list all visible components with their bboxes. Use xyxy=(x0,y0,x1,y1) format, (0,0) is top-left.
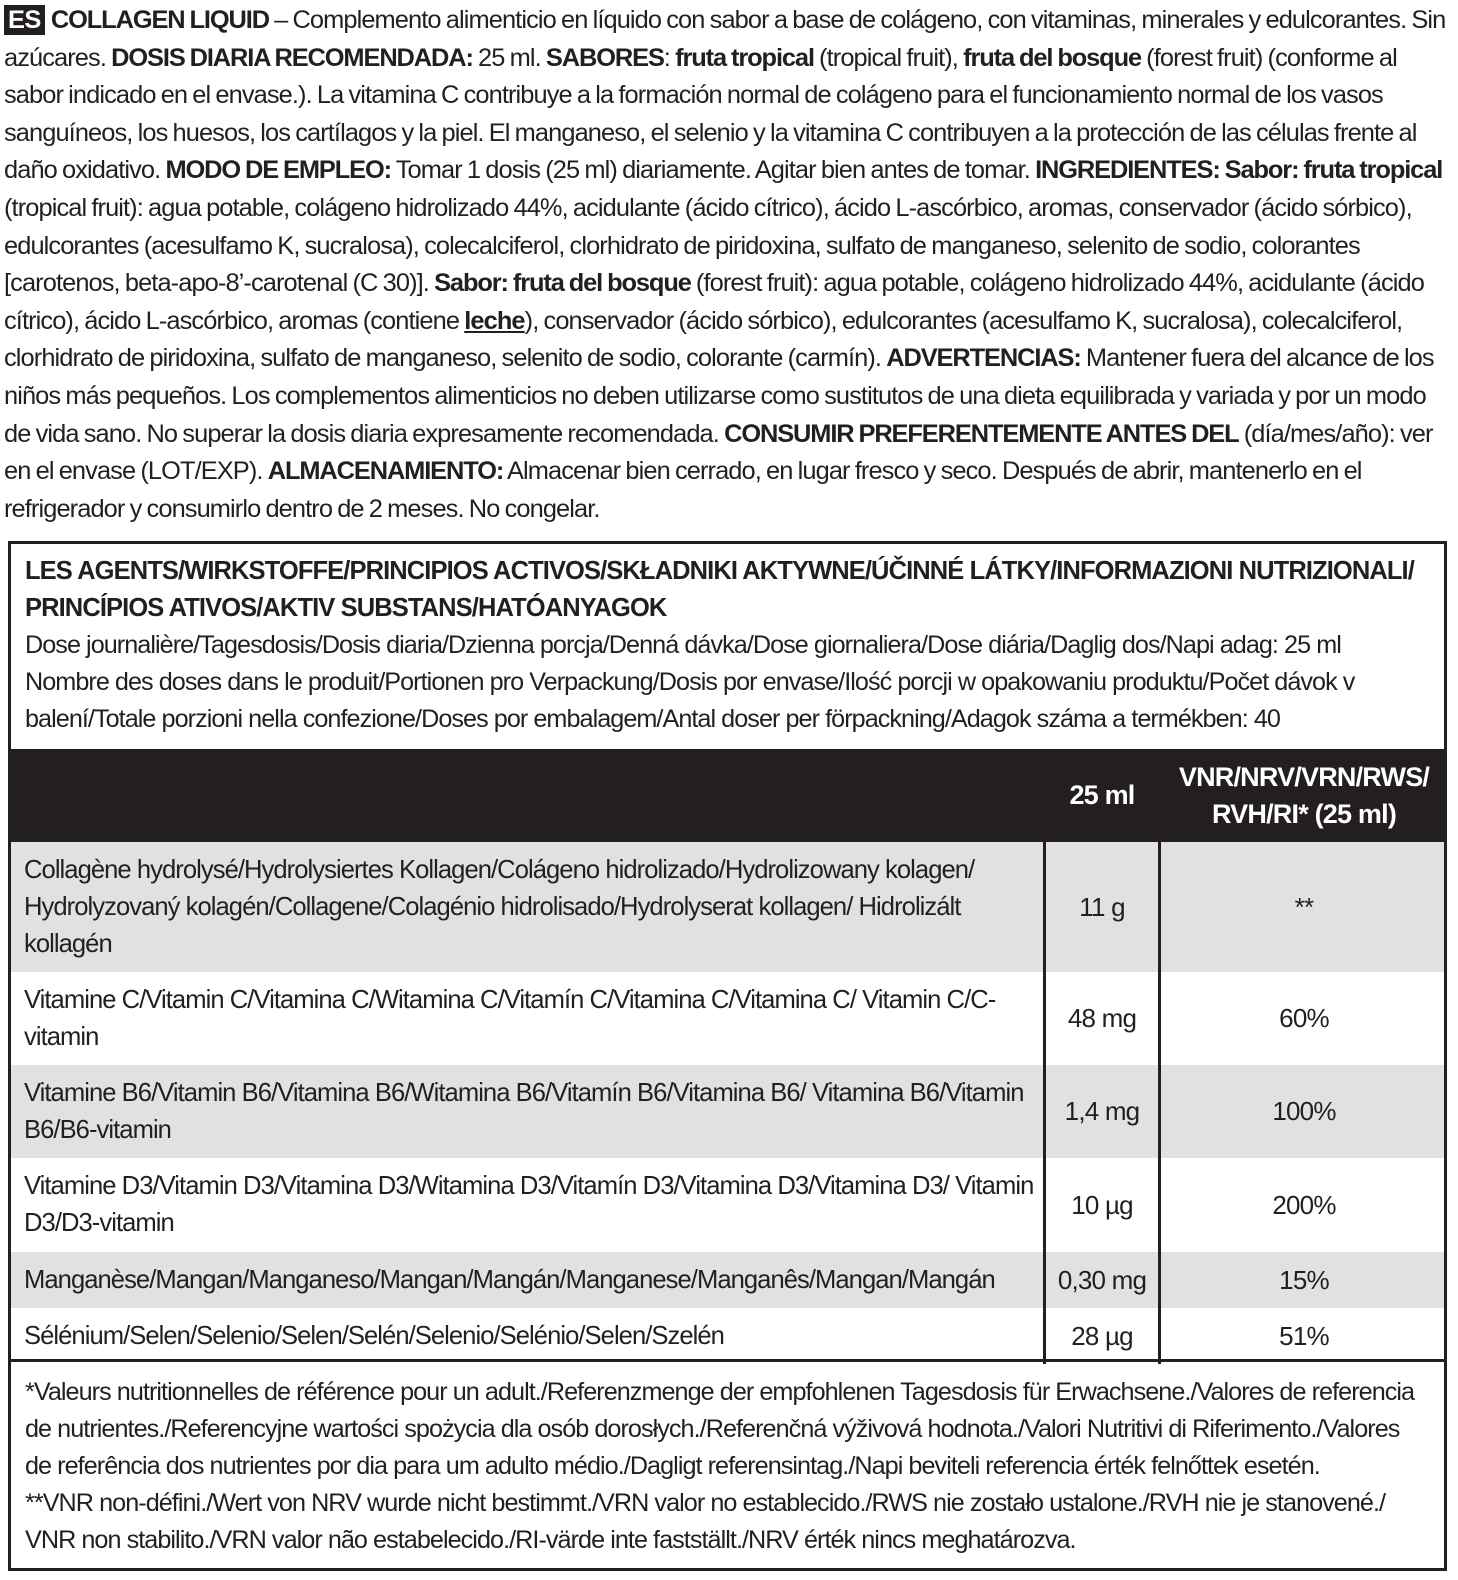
description-text: 25 ml. xyxy=(472,43,546,72)
nutrient-name: Vitamine C/Vitamin C/Vitamina C/Witamina C/Vitamín C/Vitamina C/Vitamina C/ Vitamin C/C-vitamin xyxy=(24,985,996,1051)
footnote-nrv-definition: *Valeurs nutritionnelles de référence pour un adult./Referenzmenge der empfohlenen Tagesdosis für Erwachsene./Valores de referencia de nutrientes./Referencyjne wartości spożycia dla osób dorosłych./Referenčná výživová hodnota./Valori Nutritivi di Riferimento./Valores de referência dos nutrientes por dia para um adulto médio./Dagligt referensintag./Napi beviteli referencia érték felnőttek esetén. xyxy=(25,1378,1415,1480)
description-text: (tropical fruit): agua potable, colágeno hidrolizado 44%, acidulante (ácido cítrico), ácido L-ascórbico, aromas, conservador (ácido sórbico), edulcorantes (acesulfamo K, sucralosa), colecalciferol, clorhidrato de piridoxina, sulfato de manganeso, selenito de sodio, colorantes [carotenos, beta-apo-8’-carotenal (C 30)]. xyxy=(4,193,1412,298)
nutrient-nrv: 15% xyxy=(1279,1264,1329,1295)
table-row xyxy=(11,972,1444,1065)
storage-label: ALMACENAMIENTO: xyxy=(267,457,504,486)
panel-title-line1: LES AGENTS/WIRKSTOFFE/PRINCIPIOS ACTIVOS/SKŁADNIKI AKTYWNE/ÚČINNÉ LÁTKY/INFORMAZIONI NUTRIZIONALI/ xyxy=(25,557,1414,585)
ingredients-label: INGREDIENTES: Sabor: fruta tropical xyxy=(1035,156,1443,185)
nutrient-name: Sélénium/Selen/Selenio/Selen/Selén/Selenio/Selénio/Selen/Szelén xyxy=(24,1321,724,1350)
nutrient-nrv: 200% xyxy=(1272,1189,1336,1220)
table-row xyxy=(11,1308,1444,1364)
description-text: Almacenar bien cerrado, en lugar fresco y seco. Después de abrir, mantenerlo en el refrigerador y consumirlo dentro de 2 meses. No congelar. xyxy=(4,457,1362,523)
header-nrv xyxy=(1161,749,1447,842)
nutrient-amount: 1,4 mg xyxy=(1043,1065,1161,1158)
nutrient-name: Collagène hydrolysé/Hydrolysiertes Kollagen/Colágeno hidrolizado/Hydrolizowany kolagen/ Hydrolyzovaný kolagén/Collagene/Colagénio hidrolisado/Hydrolyserat kollagen/ Hidrolizált kollagén xyxy=(24,855,975,958)
product-name: COLLAGEN LIQUID xyxy=(50,6,269,34)
nutrient-amount: 10 µg xyxy=(1043,1158,1161,1252)
flavor2-ingredients-label: Sabor: fruta del bosque xyxy=(434,269,691,298)
language-badge: ES xyxy=(4,5,45,35)
footnote-nrv-undefined: **VNR non-défini./Wert von NRV wurde nicht bestimmt./VRN valor no establecido./RWS nie zostało ustalone./RVH nie je stanovené./ VNR non stabilito./VRN valor não estabelecido./RI-värde inte fastställt./NRV érték nincs meghatározva. xyxy=(25,1489,1386,1554)
description-text: ), conservador (ácido sórbico), edulcorantes (acesulfamo K, sucralosa), colecalciferol, clorhidrato de piridoxina, sulfato de manganeso, selenito de sodio, colorante (carmín). xyxy=(4,306,1403,373)
table-row xyxy=(11,1065,1444,1158)
nutrient-nrv: 100% xyxy=(1272,1096,1336,1126)
nutrient-nrv: ** xyxy=(1294,891,1314,922)
servings-line: Nombre des doses dans le produit/Portionen pro Verpackung/Dosis por envase/Ilość porcji w opakowaniu produktu/Počet dávok v balení/Totale porzioni nella confezione/Doses por embalagem/Antal doser per förpackning/Adagok száma a termékben: 40 xyxy=(25,668,1355,733)
flavors-label: SABORES xyxy=(545,43,664,72)
panel-header xyxy=(11,544,1444,749)
warnings-label: ADVERTENCIAS: xyxy=(886,344,1081,373)
nutrition-panel xyxy=(8,541,1447,1571)
description-text: : xyxy=(663,43,676,72)
flavor-forest: fruta del bosque xyxy=(963,43,1142,72)
nutrient-amount: 0,30 mg xyxy=(1043,1252,1161,1308)
table-row xyxy=(11,1158,1444,1252)
header-nrv-line1: VNR/NRV/VRN/RWS/ xyxy=(1178,761,1430,792)
table-header xyxy=(11,749,1444,842)
product-description xyxy=(4,2,1450,528)
nutrient-nrv: 60% xyxy=(1279,1003,1329,1033)
nutrient-amount: 28 µg xyxy=(1043,1308,1161,1364)
best-before-label: CONSUMIR PREFERENTEMENTE ANTES DEL xyxy=(724,419,1239,448)
footnotes xyxy=(11,1359,1444,1559)
flavor-tropical: fruta tropical xyxy=(675,43,814,72)
table-row xyxy=(11,842,1444,972)
description-text: Mantener fuera del alcance de los niños más pequeños. Los complementos alimenticios no deben utilizarse como sustitutos de una dieta equilibrada y variada y por un modo de vida sano. No superar la dosis diaria expresamente recomendada. xyxy=(4,344,1434,448)
description-text: (forest fruit): agua potable, colágeno hidrolizado 44%, acidulante (ácido cítrico), ácido L-ascórbico, aromas (contiene xyxy=(4,269,1424,335)
nutrient-name: Vitamine D3/Vitamin D3/Vitamina D3/Witamina D3/Vitamín D3/Vitamina D3/Vitamina D3/ Vitamin D3/D3-vitamin xyxy=(24,1172,1034,1237)
nutrient-name: Vitamine B6/Vitamin B6/Vitamina B6/Witamina B6/Vitamín B6/Vitamina B6/ Vitamina B6/Vitamin B6/B6-vitamin xyxy=(24,1078,1024,1144)
description-text: – Complemento alimenticio en líquido con sabor a base de colágeno, con vitaminas, minerales y edulcorantes. Sin azúcares. xyxy=(4,6,1446,72)
dose-label: DOSIS DIARIA RECOMENDADA: xyxy=(111,43,473,72)
table-row xyxy=(11,1252,1444,1308)
nutrient-nrv: 51% xyxy=(1279,1320,1329,1351)
description-text: (tropical fruit), xyxy=(813,43,964,72)
nutrient-name: Manganèse/Mangan/Manganeso/Mangan/Mangán/Manganese/Manganês/Mangan/Mangán xyxy=(24,1265,995,1294)
header-amount: 25 ml xyxy=(1069,780,1135,810)
allergen-milk: leche xyxy=(464,306,525,335)
usage-label: MODO DE EMPLEO: xyxy=(165,156,392,185)
description-text: (forest fruit) (conforme al sabor indicado en el envase.). La vitamina C contribuye a la formación normal de colágeno para el funcionamiento normal de los vasos sanguíneos, los huesos, los cartílagos y la piel. El manganeso, el selenio y la vitamina C contribuyen a la protección de las células frente al daño oxidativo. xyxy=(4,43,1417,185)
header-nrv-line2: RVH/RI* (25 ml) xyxy=(1211,798,1397,829)
daily-dose-line: Dose journalière/Tagesdosis/Dosis diaria/Dzienna porcja/Denná dávka/Dose giornaliera/Dose diária/Daglig dos/Napi adag: 25 ml xyxy=(25,631,1341,659)
nutrient-table xyxy=(11,749,1444,1364)
panel-title-line2: PRINCÍPIOS ATIVOS/AKTIV SUBSTANS/HATÓANYAGOK xyxy=(25,594,667,622)
description-text: (día/mes/año): ver en el envase (LOT/EXP). xyxy=(4,419,1433,486)
nutrient-amount: 11 g xyxy=(1043,842,1161,972)
description-text: Tomar 1 dosis (25 ml) diariamente. Agitar bien antes de tomar. xyxy=(391,156,1036,185)
nutrient-amount: 48 mg xyxy=(1043,972,1161,1065)
